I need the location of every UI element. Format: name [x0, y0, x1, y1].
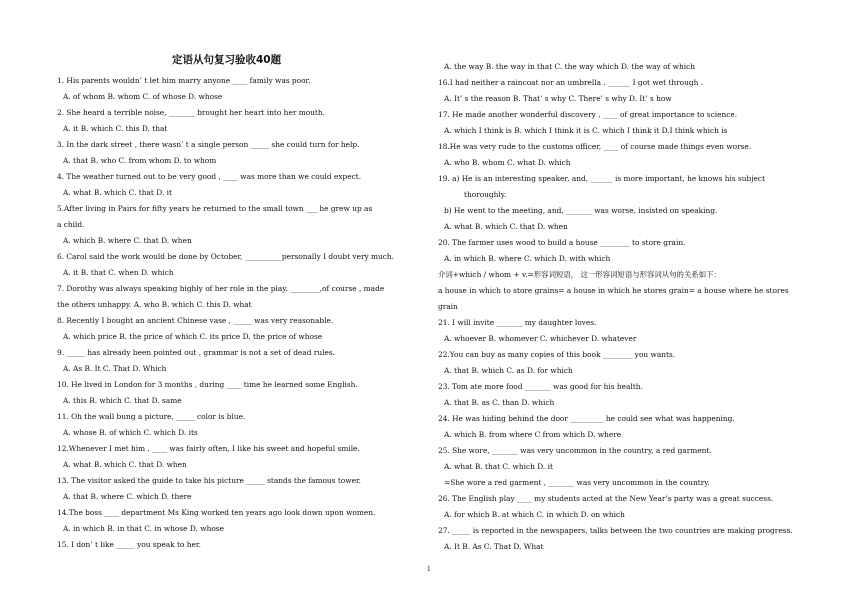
- question-text: 27. _____ is reported in the newspapers, talks between the two countries are making progress.: [438, 526, 793, 535]
- answer-options: A. whose B. of which C. which D. its: [63, 428, 198, 437]
- grammar-note: grain: [438, 302, 458, 311]
- question-text: 25. She wore, _______ was very uncommon in the country, a red garment.: [438, 446, 712, 455]
- question-text: thoroughly.: [464, 190, 507, 199]
- answer-options: A. for which B. at which C. in which D. on which: [444, 510, 625, 519]
- question-text: 16.I had neither a raincoat nor an umbrella . ______ I got wet through .: [438, 78, 704, 87]
- question-text: 23. Tom ate more food _______ was good for his health.: [438, 382, 643, 391]
- question-text: 3. In the dark street , there wasn’ t a single person _____ she could turn for help.: [57, 140, 360, 149]
- question-text: 17. He made another wonderful discovery , ____ of great importance to science.: [438, 110, 738, 119]
- question-text: 8. Recently I bought an ancient Chinese vase , _____ was very reasonable.: [57, 316, 334, 325]
- question-text: the others unhappy. A. who B. which C. this D. what: [57, 300, 252, 309]
- question-text: 22.You can buy as many copies of this book ________ you wants.: [438, 350, 676, 359]
- question-text: 4. The weather turned out to be very good , ____ was more than we could expect.: [57, 172, 362, 181]
- question-text: 26. The English play ____ my students acted at the New Year’s party was a great success.: [438, 494, 774, 503]
- answer-options: A. what B. which C. that D. when: [444, 222, 568, 231]
- question-text: 14.The boss ____ department Ms King worked ten years ago look down upon women.: [57, 508, 376, 517]
- question-text: 9. _____ has already been pointed out , grammar is not a set of dead rules.: [57, 348, 335, 357]
- answer-options: A. in which B. in that C. in whose D. whose: [63, 524, 224, 533]
- answer-options: A. that B. who C. from whom D. to whom: [63, 156, 217, 165]
- question-text: 5.After living in Pairs for fifty years he returned to the small town ___ he grew up as: [57, 204, 373, 213]
- answer-options: A. the way B. the way in that C. the way which D. the way of which: [444, 62, 695, 71]
- question-text: 15. I don’ t like _____ you speak to her.: [57, 540, 201, 549]
- answer-options: b) He went to the meeting, and, _______ was worse, insisted on speaking.: [444, 206, 718, 215]
- answer-options: A. what B. that C. which D. it: [444, 462, 553, 471]
- answer-options: A. which I think is B. which I think it is C. which I think it D.I think which is: [444, 126, 728, 135]
- question-text: 7. Dorothy was always speaking highly of her role in the play, ________,of course , made: [57, 284, 385, 293]
- grammar-note: a house in which to store grains= a house in which he stores grain= a house where he stores: [438, 286, 789, 295]
- question-text: 13. The visitor asked the guide to take his picture _____ stands the famous tower.: [57, 476, 362, 485]
- answer-options: A. It’ s the reason B. That’ s why C. There’ s why D. It’ s how: [444, 94, 672, 103]
- question-text: 24. He was hiding behind the door _________ he could see what was happening.: [438, 414, 735, 423]
- page-title: 定语从句复习验收40题: [172, 54, 282, 66]
- answer-options: A. which price B. the price of which C. its price D. the price of whose: [63, 332, 323, 341]
- answer-options: A. it B. that C. when D. which: [63, 268, 174, 277]
- answer-options: A. whoever B. whomever C. whichever D. whatever: [444, 334, 637, 343]
- question-text: 11. Oh the wall bung a picture, _____ color is blue.: [57, 412, 246, 421]
- answer-options: A. that B. which C. as D. for which: [444, 366, 573, 375]
- question-text: 10. He lived in London for 3 months , during ____ time he learned some English.: [57, 380, 358, 389]
- answer-options: A. this B. which C. that D. same: [63, 396, 182, 405]
- answer-options: A. it B. which C. this D. that: [63, 124, 168, 133]
- question-text: 6. Carol said the work would be done by October, __________personally I doubt very much.: [57, 252, 395, 261]
- answer-options: A. what B. which C. that D. when: [63, 460, 187, 469]
- answer-options: A. of whom B. whom C. of whose D. whose: [63, 92, 223, 101]
- question-text: 1. His parents wouldn’ t let him marry anyone ____ family was poor.: [57, 76, 311, 85]
- answer-options: A. who B. whom C. what D. which: [444, 158, 571, 167]
- question-text: 18.He was very rude to the customs officer, ____ of course made things even worse.: [438, 142, 752, 151]
- page-number: 1: [427, 566, 431, 573]
- question-text: 2. She heard a terrible noise, _______ brought her heart into her mouth.: [57, 108, 325, 117]
- answer-options: A. As B. It C. That D. Which: [63, 364, 167, 373]
- answer-options: A. that B. where C. which D. there: [63, 492, 192, 501]
- question-text: 12.Whenever I met him , ____ was fairly often, I like his sweet and hopeful smile.: [57, 444, 360, 453]
- answer-options: A. what B. which C. that D. it: [63, 188, 172, 197]
- answer-options: =She wore a red garment , _______ was very uncommon in the country.: [444, 478, 710, 487]
- answer-options: A. in which B. where C. which D. with which: [444, 254, 611, 263]
- question-text: 20. The farmer uses wood to build a house ________ to store grain.: [438, 238, 686, 247]
- answer-options: A. It B. As C. That D. What: [444, 542, 544, 551]
- answer-options: A. which B. where C. that D. when: [63, 236, 192, 245]
- answer-options: A. that B. as C. than D. which: [444, 398, 555, 407]
- question-text: 19. a) He is an interesting speaker, and, ______ is more important, he knows his subject: [438, 174, 766, 183]
- question-text: a child.: [57, 220, 85, 229]
- question-text: 21. I will invite _______ my daughter loves.: [438, 318, 597, 327]
- answer-options: A. which B. from where C from which D. where: [444, 430, 622, 439]
- grammar-note: 介词+which / whom + v.=形容词短语， 这一形容词短语与形容词从句的关系如下：: [438, 270, 721, 279]
